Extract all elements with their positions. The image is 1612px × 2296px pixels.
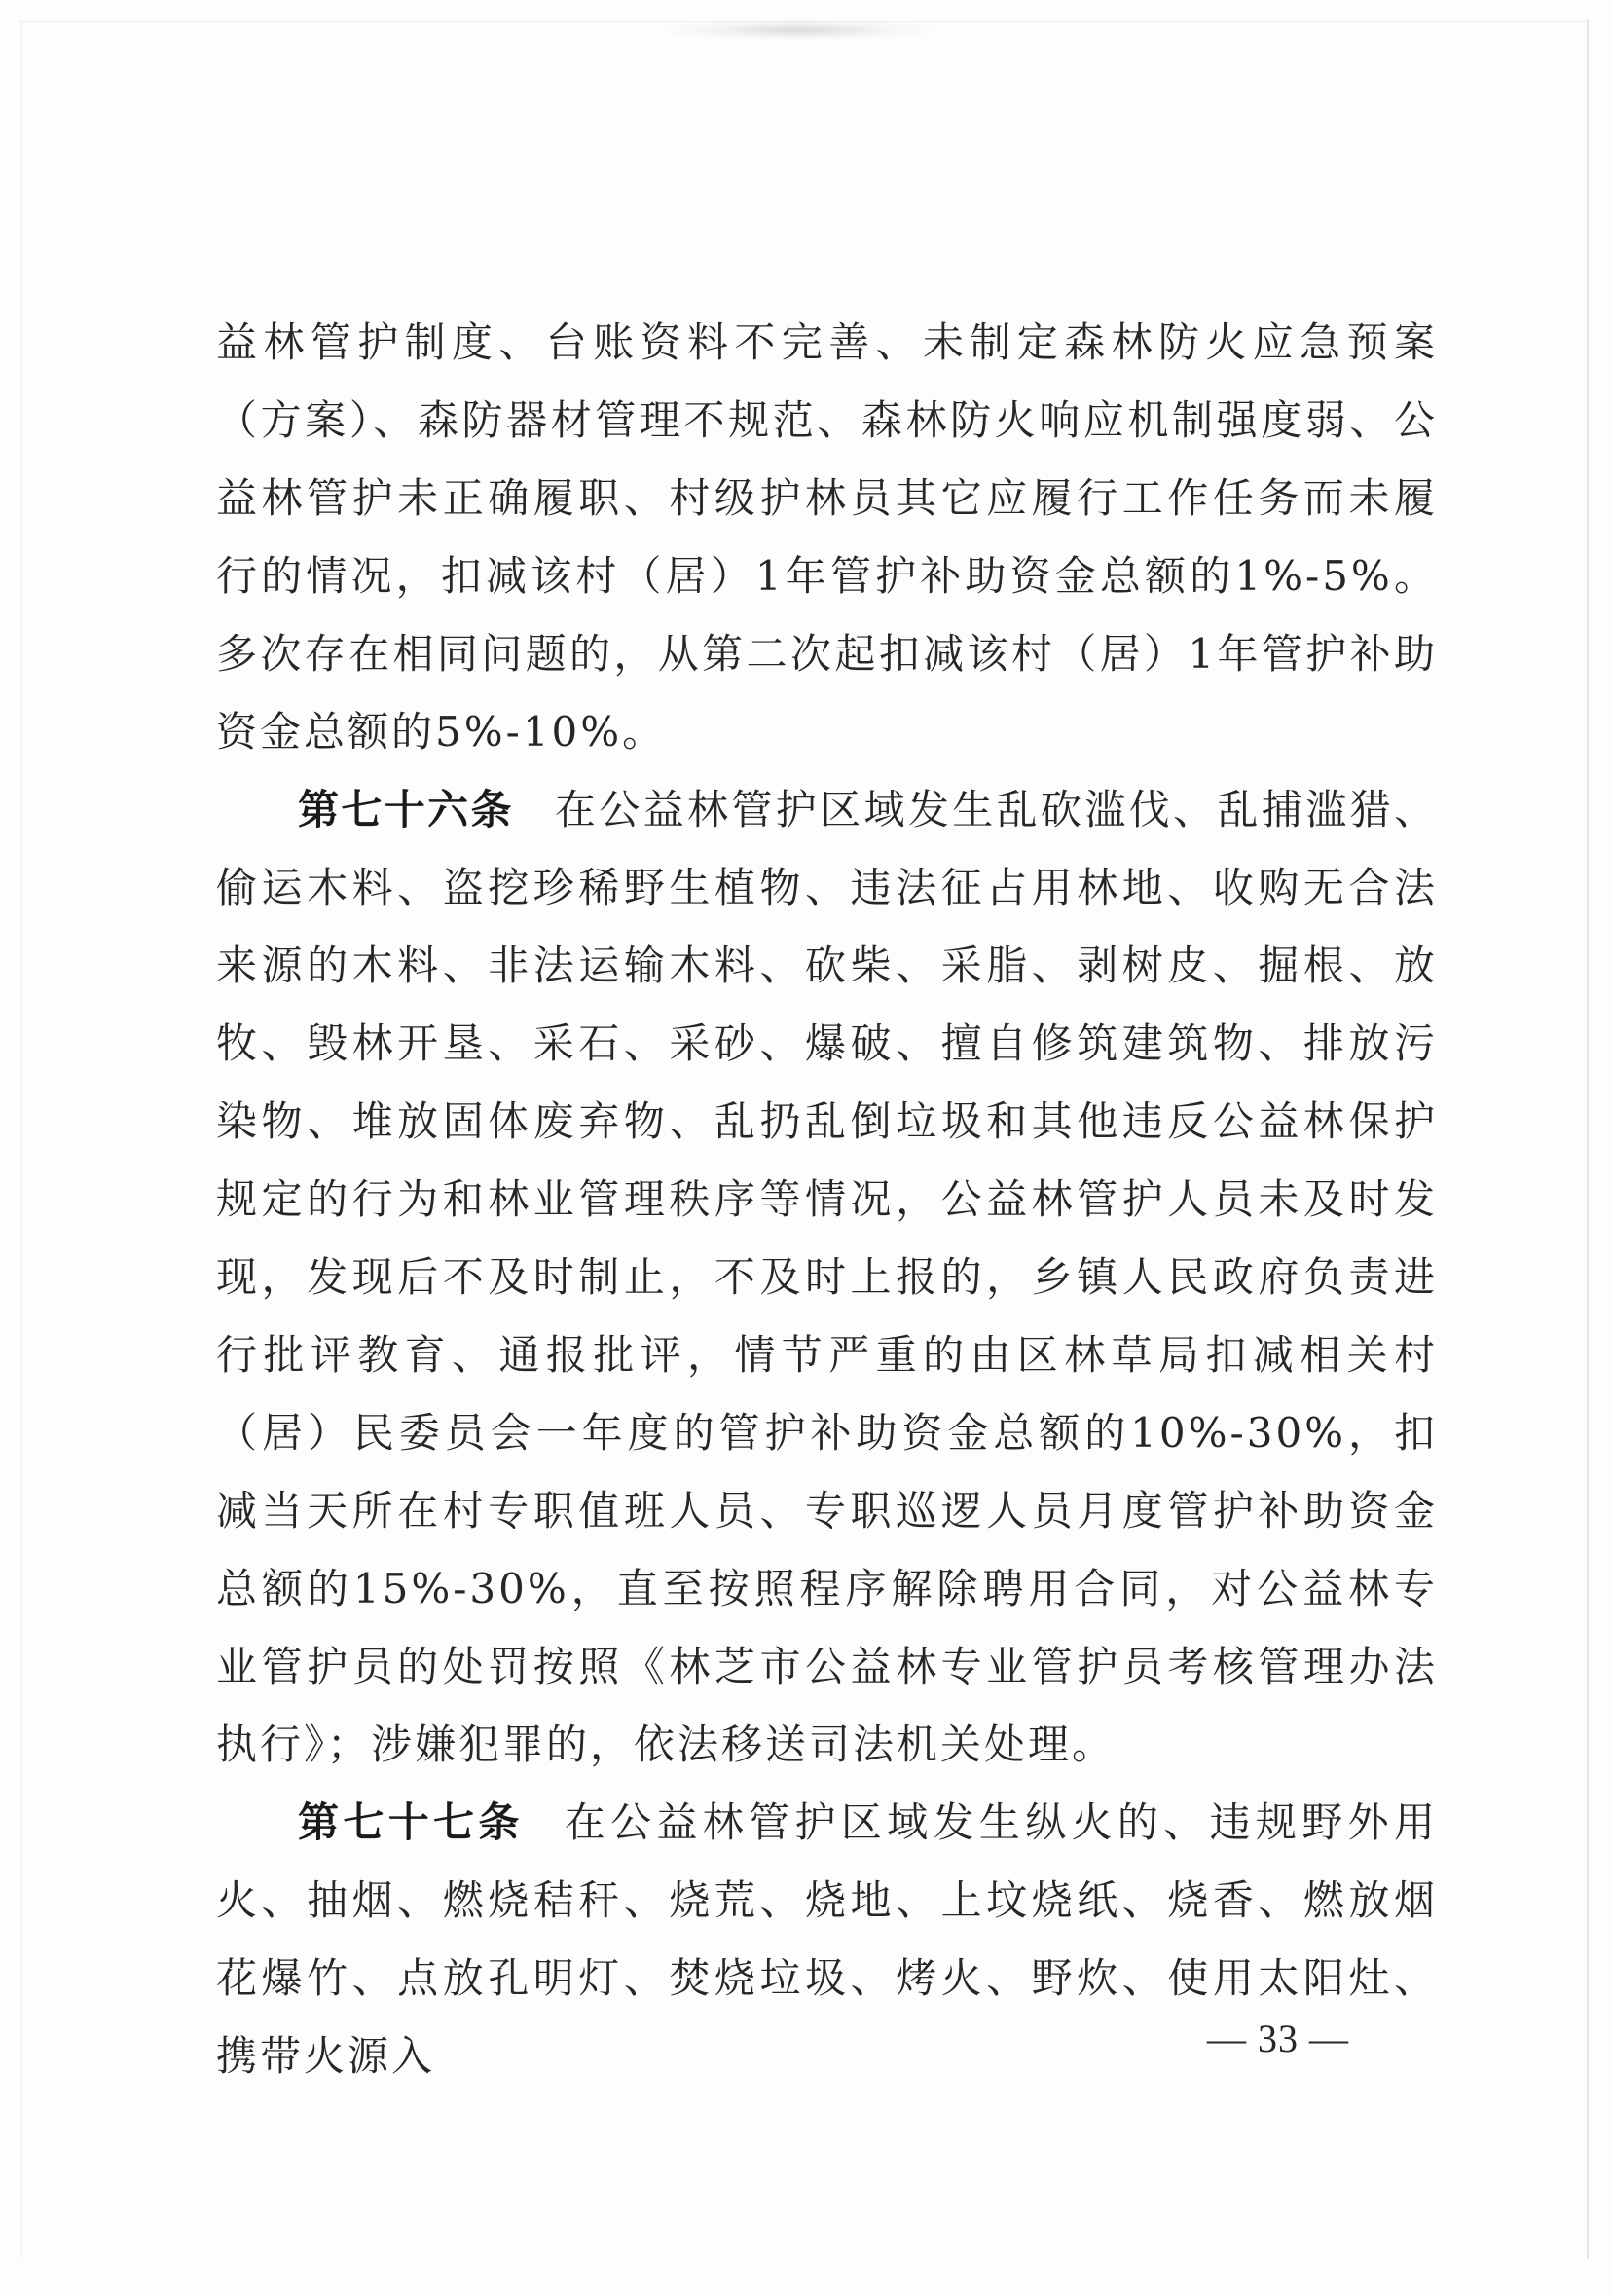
paragraph-text: 在公益林管护区域发生纵火的、违规野外用火、抽烟、燃烧秸秆、烧荒、烧地、上坟烧纸、烧香、燃放烟花爆竹、点放孔明灯、焚烧垃圾、烤火、野炊、使用太阳灶、携带火源入 — [216, 1798, 1438, 2080]
body-text — [216, 304, 1438, 2095]
scan-border-right — [1587, 19, 1589, 2259]
paragraph-continuation — [216, 304, 1438, 771]
paragraph-text: 在公益林管护区域发生乱砍滥伐、乱捕滥猎、偷运木料、盗挖珍稀野生植物、违法征占用林地、收购无合法来源的木料、非法运输木料、砍柴、采脂、剥树皮、掘根、放牧、毁林开垦、采石、采砂、爆破、擅自修筑建筑物、排放污染物、堆放固体废弃物、乱扔乱倒垃圾和其他违反公益林保护规定的行为和林业管理秩序等情况，公益林管护人员未及时发现，发现后不及时制止，不及时上报的，乡镇人民政府负责进行批评教育、通报批评，情节严重的由区林草局扣减相关村（居）民委员会一年度的管护补助资金总额的10%-30%，扣减当天所在村专职值班人员、专职巡逻人员月度管护补助资金总额的15%-30%，直至按照程序解除聘用合同，对公益林专业管护员的处罚按照《林芝市公益林专业管护员考核管理办法执行》；涉嫌犯罪的，依法移送司法机关处理。 — [216, 786, 1438, 1768]
page-number: — 33 — — [1207, 2017, 1349, 2060]
scan-border-left — [21, 19, 22, 2259]
paragraph-text: 益林管护制度、台账资料不完善、未制定森林防火应急预案（方案）、森防器材管理不规范、森林防火响应机制强度弱、公益林管护未正确履职、村级护林员其它应履行工作任务而未履行的情况，扣减该村（居）1年管护补助资金总额的1%-5%。多次存在相同问题的，从第二次起扣减该村（居）1年管护补助资金总额的5%-10%。 — [216, 318, 1438, 756]
article-number: 第七十六条 — [298, 786, 514, 833]
scan-smudge — [662, 19, 934, 41]
paragraph-article-76 — [216, 771, 1438, 1784]
article-number: 第七十七条 — [298, 1798, 524, 1846]
